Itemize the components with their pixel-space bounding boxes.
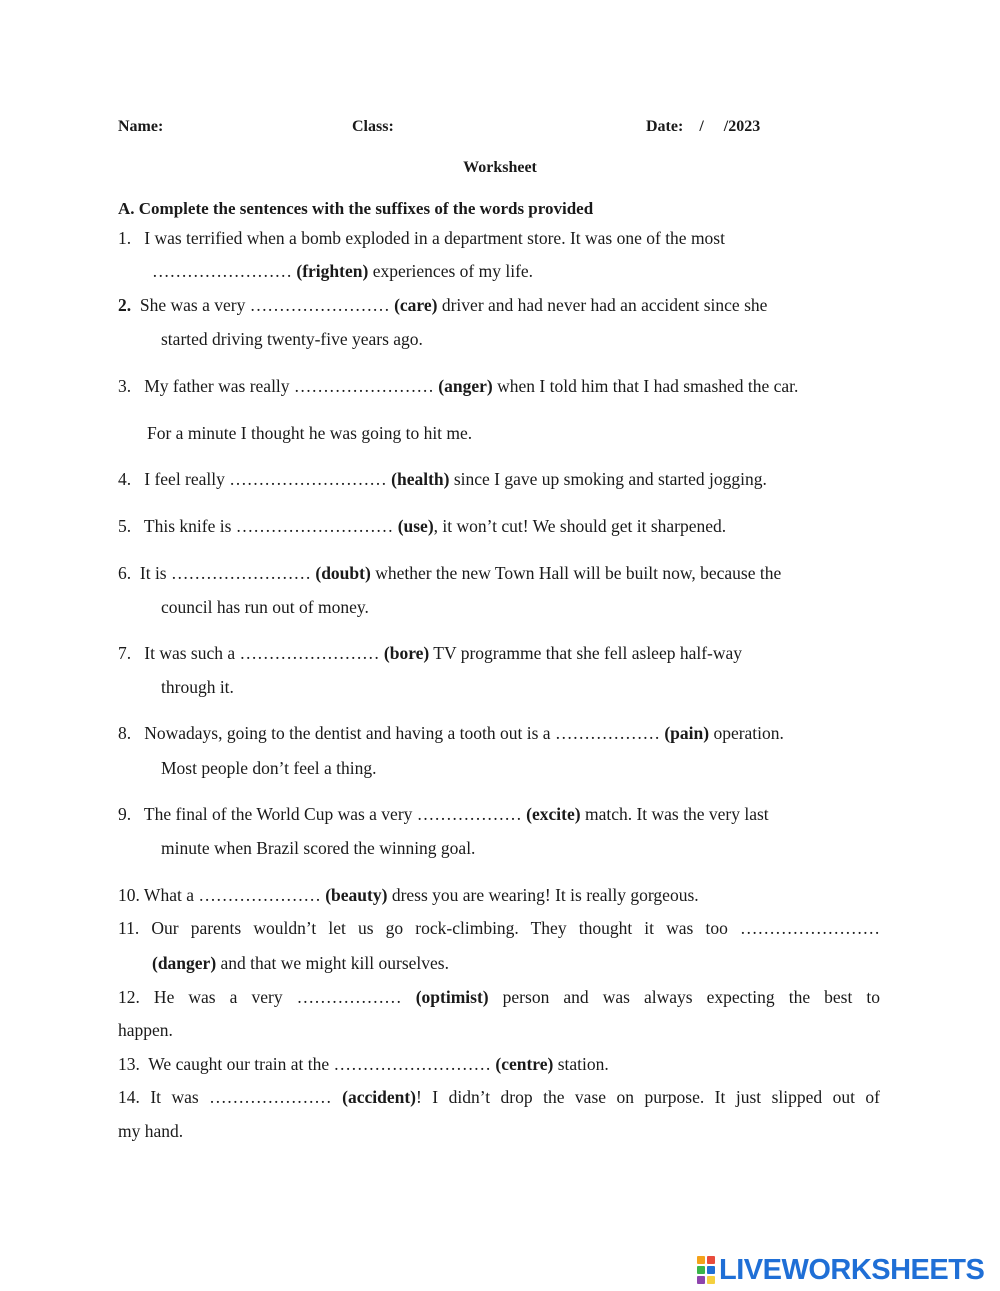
- q11-line2: (danger) and that we might kill ourselves.: [152, 953, 449, 973]
- q14-blank: 14. It was …………………: [118, 1087, 343, 1107]
- q1-line2: …………………… (frighten) experiences of my life.: [152, 261, 534, 281]
- page-title: Worksheet: [463, 159, 537, 176]
- q8-blank: 8. Nowadays, going to the dentist and having a tooth out is a ………………: [118, 723, 665, 743]
- q7-line2: through it.: [161, 677, 234, 697]
- q6-word: (doubt): [315, 563, 371, 583]
- q13-line1: 13. We caught our train at the ……………………… (centre) station.: [118, 1054, 609, 1074]
- q6-line1: 6. It is …………………… (doubt) whether the new Town Hall will be built now, because the: [118, 563, 782, 583]
- q12-line1: 12. He was a very ……………… (optimist) person and was always expecting the best to: [118, 987, 880, 1007]
- q1-line1: 1. I was terrified when a bomb exploded in a department store. It was one of the most: [118, 228, 725, 248]
- q11-word: (danger): [152, 953, 217, 973]
- q1-word: (frighten): [296, 261, 369, 281]
- q2-line2: started driving twenty-five years ago.: [161, 329, 423, 349]
- liveworksheets-logo-icon: [697, 1256, 715, 1284]
- q12-line2: happen.: [118, 1020, 173, 1040]
- q7-line1: 7. It was such a …………………… (bore) TV programme that she fell asleep half-way: [118, 643, 743, 663]
- name-label: Name:: [118, 118, 164, 135]
- q7-blank: 7. It was such a ……………………: [118, 643, 384, 663]
- q13-word: (centre): [495, 1054, 554, 1074]
- section-a-heading: A. Complete the sentences with the suffixes of the words provided: [118, 199, 594, 218]
- q10-blank: 10. What a …………………: [118, 885, 326, 905]
- q12-blank: 12. He was a very ………………: [118, 987, 416, 1007]
- q3-line2: For a minute I thought he was going to hit me.: [147, 423, 473, 443]
- liveworksheets-logo-text: LIVEWORKSHEETS: [719, 1254, 985, 1286]
- q5-blank: 5. This knife is ………………………: [118, 516, 398, 536]
- q2-line1: 2. She was a very …………………… (care) driver and had never had an accident since she: [118, 295, 768, 315]
- q7-word: (bore): [383, 643, 430, 663]
- q8-line1: 8. Nowadays, going to the dentist and having a tooth out is a ……………… (pain) operation.: [118, 723, 784, 743]
- liveworksheets-logo: [697, 1255, 984, 1285]
- q11-line1: 11. Our parents wouldn’t let us go rock-climbing. They thought it was too ……………………: [118, 918, 880, 938]
- q10-word: (beauty): [325, 885, 388, 905]
- q1-blank: ……………………: [152, 261, 297, 281]
- q2-word: (care): [394, 295, 438, 315]
- q9-word: (excite): [526, 804, 581, 824]
- q4-word: (health): [391, 469, 450, 489]
- q9-line2: minute when Brazil scored the winning goal.: [161, 838, 476, 858]
- q8-word: (pain): [664, 723, 710, 743]
- q9-blank: 9. The final of the World Cup was a very ………………: [118, 804, 527, 824]
- q4-line1: 4. I feel really ……………………… (health) since I gave up smoking and started jogging.: [118, 469, 767, 489]
- q6-line2: council has run out of money.: [161, 597, 369, 617]
- q12-word: (optimist): [415, 987, 489, 1007]
- q5-line1: 5. This knife is ……………………… (use), it won’t cut! We should get it sharpened.: [118, 516, 727, 536]
- q14-line2: my hand.: [118, 1121, 184, 1141]
- class-label: Class:: [352, 118, 394, 135]
- q6-blank: 6. It is ……………………: [118, 563, 316, 583]
- q10-line1: 10. What a ………………… (beauty) dress you are wearing! It is really gorgeous.: [118, 885, 699, 905]
- q4-blank: 4. I feel really ………………………: [118, 469, 392, 489]
- q2-blank: She was a very ……………………: [131, 295, 395, 315]
- q3-line1: 3. My father was really …………………… (anger) when I told him that I had smashed the car.: [118, 376, 799, 396]
- q14-word: (accident): [342, 1087, 417, 1107]
- q8-line2: Most people don’t feel a thing.: [161, 758, 377, 778]
- q9-line1: 9. The final of the World Cup was a very ……………… (excite) match. It was the very last: [118, 804, 769, 824]
- q13-blank: 13. We caught our train at the ………………………: [118, 1054, 496, 1074]
- q3-word: (anger): [438, 376, 493, 396]
- date-label: Date: / /2023: [646, 118, 761, 135]
- q3-blank: 3. My father was really ……………………: [118, 376, 439, 396]
- q5-word: (use): [397, 516, 434, 536]
- q14-line1: 14. It was ………………… (accident)! I didn’t drop the vase on purpose. It just slipped out of: [118, 1087, 880, 1107]
